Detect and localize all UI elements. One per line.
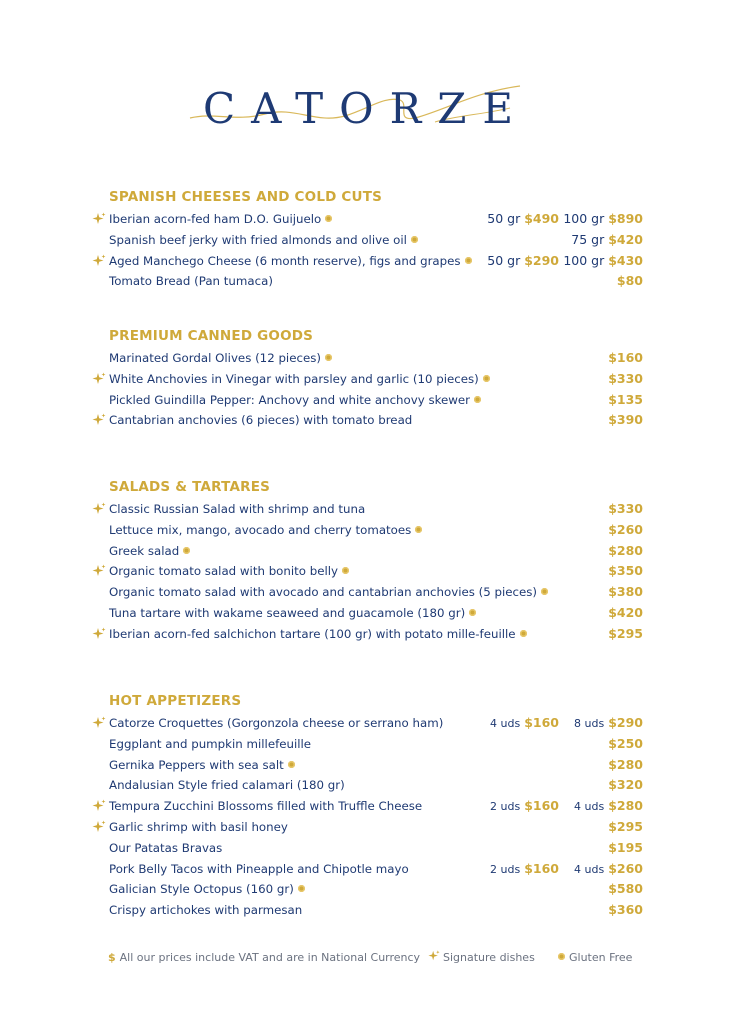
item-name: Classic Russian Salad with shrimp and tuna bbox=[109, 502, 366, 516]
item-name: Cantabrian anchovies (6 pieces) with tomato bread bbox=[109, 413, 413, 428]
sparkle-star-icon bbox=[92, 820, 106, 834]
menu-item bbox=[92, 209, 647, 230]
gold-dot-icon bbox=[325, 215, 332, 222]
item-name: Greek salad bbox=[109, 541, 190, 562]
menu-item bbox=[92, 624, 647, 645]
item-price: $250 bbox=[608, 735, 643, 751]
dollar-icon: $ bbox=[108, 951, 116, 964]
gold-dot-icon bbox=[483, 375, 490, 382]
menu-item bbox=[92, 900, 647, 921]
price-option-large: 100 gr $890 bbox=[563, 211, 643, 226]
item-name: Pork Belly Tacos with Pineapple and Chipotle mayo bbox=[109, 861, 409, 876]
price-option-small: 2 uds $160 bbox=[490, 798, 559, 814]
menu-item bbox=[92, 859, 647, 880]
item-name: White Anchovies in Vinegar with parsley and garlic (10 pieces) bbox=[109, 369, 490, 390]
menu-item bbox=[92, 838, 647, 859]
item-price: $580 bbox=[608, 881, 643, 897]
item-name: Crispy artichokes with parmesan bbox=[109, 903, 303, 918]
item-name: Eggplant and pumpkin millefeuille bbox=[109, 736, 312, 751]
item-name: Gernika Peppers with sea salt bbox=[109, 755, 295, 776]
price-option-large: 100 gr $430 bbox=[563, 252, 643, 268]
price-option-large: 4 uds $260 bbox=[574, 860, 643, 876]
menu-section bbox=[92, 478, 647, 645]
menu-item bbox=[92, 520, 647, 541]
item-name: Organic tomato salad with avocado and cantabrian anchovies (5 pieces) bbox=[109, 582, 548, 603]
price-option-small: 50 gr $490 bbox=[487, 211, 559, 226]
menu-item bbox=[92, 390, 647, 411]
item-name: Tuna tartare with wakame seaweed and guacamole (180 gr) bbox=[109, 603, 476, 624]
gold-dot-icon bbox=[415, 526, 422, 533]
item-name: Our Patatas Bravas bbox=[109, 840, 223, 855]
sparkle-star-icon bbox=[92, 212, 106, 226]
item-name: Aged Manchego Cheese (6 month reserve), figs and grapes bbox=[109, 251, 472, 272]
gold-dot-icon bbox=[342, 567, 349, 574]
item-name: Marinated Gordal Olives (12 pieces) bbox=[109, 348, 332, 369]
sparkle-star-icon bbox=[92, 716, 106, 730]
price-option-small: 4 uds $160 bbox=[490, 715, 559, 730]
item-name: Lettuce mix, mango, avocado and cherry tomatoes bbox=[109, 520, 422, 541]
gold-dot-icon bbox=[465, 257, 472, 264]
section-title: HOT APPETIZERS bbox=[109, 693, 242, 709]
sparkle-star-icon bbox=[92, 627, 106, 641]
sparkle-star-icon bbox=[92, 413, 106, 427]
price-option-large: 4 uds $280 bbox=[574, 798, 643, 814]
section-title: PREMIUM CANNED GOODS bbox=[109, 328, 314, 344]
gold-dot-icon bbox=[469, 609, 476, 616]
menu-item bbox=[92, 582, 647, 603]
gold-dot-icon bbox=[298, 885, 305, 892]
gold-dot-icon bbox=[325, 354, 332, 361]
item-price: $360 bbox=[608, 902, 643, 918]
menu-section bbox=[92, 327, 647, 431]
item-name: Iberian acorn-fed salchichon tartare (100 gr) with potato mille-feuille bbox=[109, 624, 527, 645]
item-price: $390 bbox=[608, 412, 643, 428]
menu-item bbox=[92, 775, 647, 796]
menu-item bbox=[92, 499, 647, 520]
legend-signature: Signature dishes bbox=[428, 950, 535, 966]
item-price: $280 bbox=[608, 756, 643, 772]
item-price: $295 bbox=[608, 818, 643, 834]
legend-gluten-free: Gluten Free bbox=[558, 950, 632, 966]
item-name: Garlic shrimp with basil honey bbox=[109, 819, 288, 834]
menu-section bbox=[92, 188, 647, 292]
price-option-small: 2 uds $160 bbox=[490, 860, 559, 876]
menu-item bbox=[92, 348, 647, 369]
gold-dot-icon bbox=[541, 588, 548, 595]
price-option-large: 75 gr $420 bbox=[571, 231, 643, 247]
menu-item bbox=[92, 541, 647, 562]
menu-item bbox=[92, 251, 647, 272]
item-name: Andalusian Style fried calamari (180 gr) bbox=[109, 778, 345, 793]
catorze-logo bbox=[185, 78, 530, 138]
menu-item bbox=[92, 369, 647, 390]
sparkle-star-icon bbox=[92, 564, 106, 578]
menu-item bbox=[92, 561, 647, 582]
logo-wordmark: CATORZE bbox=[203, 84, 530, 133]
item-name: Spanish beef jerky with fried almonds and olive oil bbox=[109, 230, 418, 251]
menu-section bbox=[92, 692, 647, 921]
item-price: $350 bbox=[608, 563, 643, 579]
sparkle-star-icon bbox=[92, 799, 106, 813]
item-name: Galician Style Octopus (160 gr) bbox=[109, 879, 305, 900]
gold-dot-icon bbox=[474, 396, 481, 403]
menu-item bbox=[92, 271, 647, 292]
item-name: Catorze Croquettes (Gorgonzola cheese or serrano ham) bbox=[109, 716, 444, 730]
item-price: $135 bbox=[608, 391, 643, 407]
gold-dot-icon bbox=[520, 630, 527, 637]
section-title: SALADS & TARTARES bbox=[109, 479, 271, 495]
item-name: Tempura Zucchini Blossoms filled with Truffle Cheese bbox=[109, 799, 423, 814]
price-option-large: 8 uds $290 bbox=[574, 715, 643, 730]
item-price: $330 bbox=[608, 370, 643, 386]
item-price: $260 bbox=[608, 521, 643, 537]
menu-item bbox=[92, 713, 647, 734]
sparkle-star-icon bbox=[92, 372, 106, 386]
menu-item bbox=[92, 230, 647, 251]
gold-dot-icon bbox=[288, 761, 295, 768]
item-name: Pickled Guindilla Pepper: Anchovy and white anchovy skewer bbox=[109, 390, 481, 411]
item-price: $80 bbox=[616, 273, 643, 289]
sparkle-star-icon bbox=[428, 950, 440, 962]
item-price: $280 bbox=[608, 542, 643, 558]
sparkle-star-icon bbox=[92, 502, 106, 516]
item-name: Iberian acorn-fed ham D.O. Guijuelo bbox=[109, 209, 332, 230]
menu-item bbox=[92, 879, 647, 900]
item-name: Tomato Bread (Pan tumaca) bbox=[109, 274, 273, 289]
gold-dot-icon bbox=[558, 953, 565, 960]
menu-item bbox=[92, 603, 647, 624]
sparkle-star-icon bbox=[92, 254, 106, 268]
gold-dot-icon bbox=[411, 236, 418, 243]
item-price: $420 bbox=[608, 604, 643, 620]
section-title: SPANISH CHEESES AND COLD CUTS bbox=[109, 189, 383, 205]
item-price: $195 bbox=[608, 839, 643, 855]
item-price: $160 bbox=[608, 350, 643, 365]
item-price: $380 bbox=[608, 584, 643, 600]
gold-dot-icon bbox=[183, 547, 190, 554]
item-price: $295 bbox=[608, 625, 643, 641]
item-price: $330 bbox=[608, 501, 643, 516]
price-option-small: 50 gr $290 bbox=[487, 252, 559, 268]
menu-item bbox=[92, 796, 647, 817]
vat-note: $ All our prices include VAT and are in National Currency bbox=[108, 951, 421, 964]
menu-item bbox=[92, 817, 647, 838]
menu-item bbox=[92, 410, 647, 431]
item-price: $320 bbox=[608, 777, 643, 793]
menu-legend bbox=[108, 950, 648, 968]
menu-item bbox=[92, 755, 647, 776]
menu-item bbox=[92, 734, 647, 755]
item-name: Organic tomato salad with bonito belly bbox=[109, 561, 349, 582]
